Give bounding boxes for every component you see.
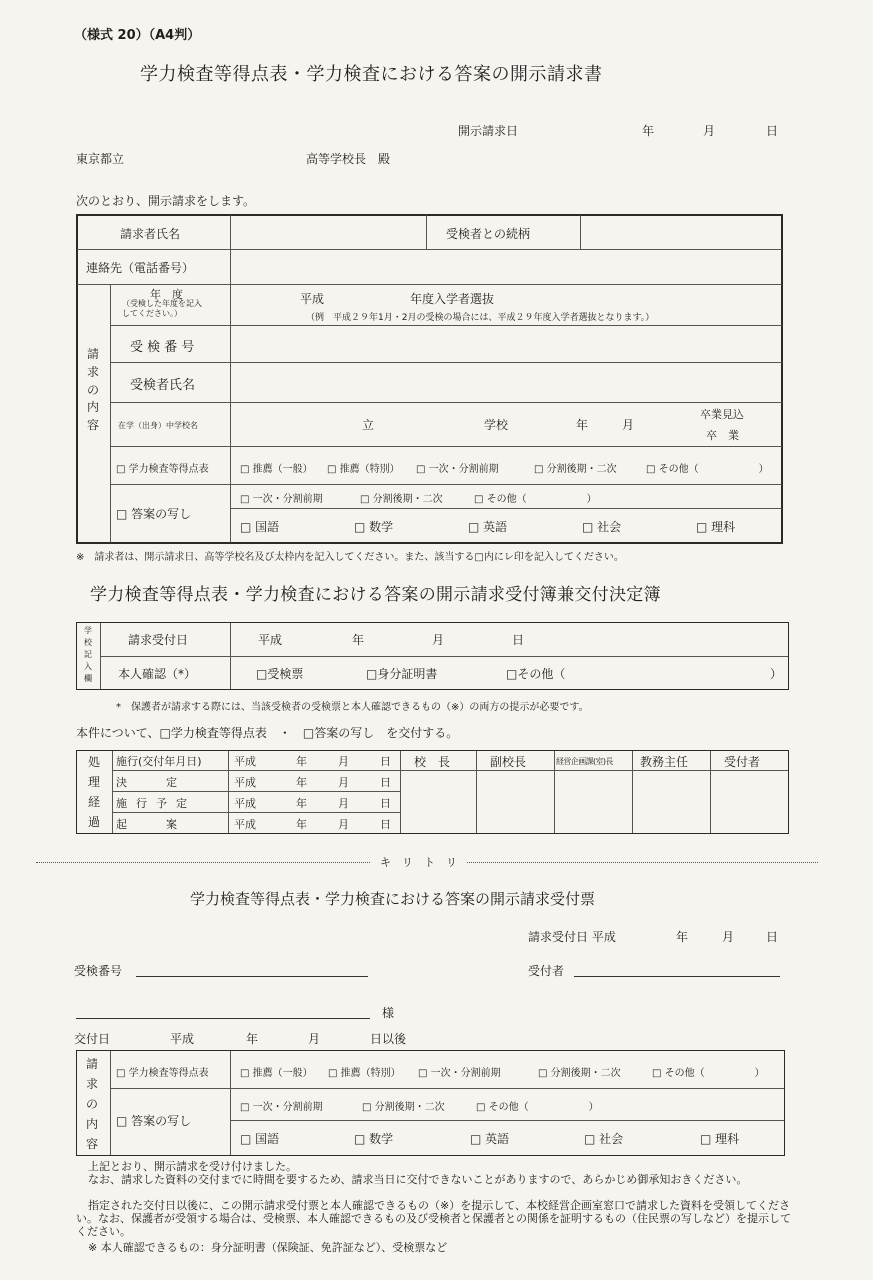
slip-delivery-year: 年 <box>246 1032 259 1046</box>
process-heisei-2: 平成 <box>234 776 256 789</box>
graduation-expected-text: 卒業見込 <box>700 408 744 421</box>
slip-score-recommend-general[interactable]: □ 推薦（一般） <box>240 1068 313 1079</box>
slip-delivery-label: 交付日 <box>74 1032 111 1046</box>
process-row-draft: 起 案 <box>116 818 176 831</box>
answer-option-second[interactable]: □ 分割後期・二次 <box>360 494 443 505</box>
cut-line-label: キ リ ト リ <box>370 854 467 870</box>
addressee-suffix: 高等学校長 殿 <box>306 152 391 166</box>
note-requester: ※ 請求者は、開示請求日、高等学校名及び太枠内を記入してください。また、該当する□内にレ印を記入してください。 <box>76 552 624 563</box>
slip-score-other[interactable]: □ その他（ ） <box>652 1068 765 1079</box>
slip-subject-science[interactable]: □ 理科 <box>700 1132 740 1146</box>
score-option-recommend-general[interactable]: □ 推薦（一般） <box>240 464 313 475</box>
request-date-year: 年 <box>642 124 655 138</box>
receipt-year: 年 <box>352 633 365 647</box>
receipt-heisei: 平成 <box>258 633 283 647</box>
slip-note-3: 指定された交付日以後に、この開示請求受付票と本人確認できるもの（※）を提示して、本校経営企画室窓口で請求した資料を受領してください。なお、保護者が受領する場合は、受検票、本人確認できるもの及び受検者と保護者との関係を証明するもの（住民票の写しなど）を提示してください。 <box>76 1199 791 1238</box>
process-month-2: 月 <box>338 776 349 789</box>
process-day-3: 日 <box>380 797 391 810</box>
exam-number-label: 受 検 番 号 <box>130 340 195 355</box>
process-day-1: 日 <box>380 755 391 768</box>
examinee-name-label: 受検者氏名 <box>130 378 196 393</box>
process-row-decision: 決 定 <box>116 776 176 789</box>
id-document-checkbox[interactable]: □身分証明書 <box>366 667 438 681</box>
request-date-month: 月 <box>703 124 716 138</box>
other-checkbox[interactable]: □その他（ <box>506 667 566 681</box>
score-option-second[interactable]: □ 分割後期・二次 <box>534 464 617 475</box>
slip-subject-social[interactable]: □ 社会 <box>584 1132 624 1146</box>
example-note: （例 平成２９年1月・2月の受検の場合には、平成２９年度入学者選抜となります。） <box>306 313 655 323</box>
identity-check-label: 本人確認（*） <box>118 667 197 681</box>
page-title: 学力検査等得点表・学力検査における答案の開示請求書 <box>140 64 603 85</box>
process-month-1: 月 <box>338 755 349 768</box>
process-month-4: 月 <box>338 818 349 831</box>
deliver-line: 本件について、□学力検査等得点表 ・ □答案の写し を交付する。 <box>76 726 459 740</box>
slip-subject-math[interactable]: □ 数学 <box>354 1132 394 1146</box>
school-entry-label: 学 校 記 入 欄 <box>84 626 92 683</box>
process-day-2: 日 <box>380 776 391 789</box>
slip-name-line[interactable] <box>76 1018 370 1019</box>
slip-delivery-after: 日以後 <box>370 1032 407 1046</box>
process-heisei-1: 平成 <box>234 755 256 768</box>
process-year-1: 年 <box>296 755 307 768</box>
processing-label: 処 理 経 過 <box>87 755 100 829</box>
process-year-4: 年 <box>296 818 307 831</box>
slip-note-4: ※ 本人確認できるもの：身分証明書（保険証、免許証など）、受検票など <box>88 1241 448 1254</box>
receipt-section-title: 学力検査等得点表・学力検査における答案の開示請求受付簿兼交付決定簿 <box>90 585 661 605</box>
slip-month: 月 <box>722 930 735 944</box>
answer-copy-checkbox[interactable]: □ 答案の写し <box>116 507 192 521</box>
slip-exam-number-line[interactable] <box>136 976 368 977</box>
answer-option-other[interactable]: □ その他（ ） <box>474 494 597 505</box>
slip-receiver-label: 受付者 <box>528 964 565 978</box>
score-option-other[interactable]: □ その他（ ） <box>646 464 769 475</box>
slip-title: 学力検査等得点表・学力検査における答案の開示請求受付票 <box>190 890 596 908</box>
nen-text: 年 <box>576 418 589 432</box>
graduated-text: 卒 業 <box>706 429 739 442</box>
slip-delivery-heisei: 平成 <box>170 1032 195 1046</box>
process-row-delivery: 施行(交付年月日) <box>116 755 202 768</box>
slip-note-1: 上記とおり、開示請求を受け付けました。 <box>88 1160 297 1173</box>
process-day-4: 日 <box>380 818 391 831</box>
process-year-3: 年 <box>296 797 307 810</box>
slip-score-sheet-checkbox[interactable]: □ 学力検査等得点表 <box>116 1068 209 1079</box>
subject-social[interactable]: □ 社会 <box>582 520 622 534</box>
subject-math[interactable]: □ 数学 <box>354 520 394 534</box>
slip-score-first[interactable]: □ 一次・分割前期 <box>418 1068 501 1079</box>
slip-content-label: 請 求 の 内 容 <box>85 1057 98 1151</box>
score-option-recommend-special[interactable]: □ 推薦（特別） <box>327 464 400 475</box>
ritsu-text: 立 <box>362 418 375 432</box>
request-date-label: 開示請求日 <box>458 124 519 138</box>
stamp-principal: 校 長 <box>414 755 451 769</box>
contact-label: 連絡先（電話番号） <box>86 261 195 275</box>
slip-day: 日 <box>766 930 779 944</box>
process-row-scheduled: 施 行 予 定 <box>116 797 186 810</box>
fiscal-year-label: 年 度 <box>150 288 183 301</box>
slip-exam-number-label: 受検番号 <box>74 964 123 978</box>
requester-name-label: 請求者氏名 <box>120 227 181 241</box>
process-year-2: 年 <box>296 776 307 789</box>
gatsu-text: 月 <box>622 418 635 432</box>
slip-receiver-line[interactable] <box>574 976 780 977</box>
heisei-text: 平成 <box>300 292 325 306</box>
slip-subject-english[interactable]: □ 英語 <box>470 1132 510 1146</box>
slip-score-recommend-special[interactable]: □ 推薦（特別） <box>328 1068 401 1079</box>
subject-japanese[interactable]: □ 国語 <box>240 520 280 534</box>
subject-science[interactable]: □ 理科 <box>696 520 736 534</box>
slip-year: 年 <box>676 930 689 944</box>
slip-answer-second[interactable]: □ 分割後期・二次 <box>362 1102 445 1113</box>
score-option-first[interactable]: □ 一次・分割前期 <box>416 464 499 475</box>
answer-option-first[interactable]: □ 一次・分割前期 <box>240 494 323 505</box>
score-sheet-checkbox[interactable]: □ 学力検査等得点表 <box>116 464 209 475</box>
addressee-prefix: 東京都立 <box>76 152 125 166</box>
process-month-3: 月 <box>338 797 349 810</box>
process-heisei-3: 平成 <box>234 797 256 810</box>
slip-subject-japanese[interactable]: □ 国語 <box>240 1132 280 1146</box>
process-heisei-4: 平成 <box>234 818 256 831</box>
slip-receipt-date: 請求受付日 平成 <box>528 930 616 944</box>
relationship-label: 受検者との続柄 <box>446 227 531 241</box>
fiscal-year-note: （受検した年度を記入 してください。） <box>122 299 202 318</box>
receipt-day: 日 <box>512 633 525 647</box>
exam-ticket-checkbox[interactable]: □受検票 <box>256 667 304 681</box>
slip-answer-other[interactable]: □ その他（ ） <box>476 1102 599 1113</box>
year-selection-text: 年度入学者選抜 <box>410 292 495 306</box>
guardian-note: * 保護者が請求する際には、当該受検者の受検票と本人確認できるもの（※）の両方の提示が必要です。 <box>116 702 589 713</box>
slip-answer-copy-checkbox[interactable]: □ 答案の写し <box>116 1114 192 1128</box>
stamp-admin-head: 経営企画課(室)長 <box>556 757 613 766</box>
other-close: ） <box>770 667 783 681</box>
slip-delivery-month: 月 <box>308 1032 321 1046</box>
stamp-receiver: 受付者 <box>724 755 761 769</box>
stamp-vice-principal: 副校長 <box>490 755 527 769</box>
receipt-month: 月 <box>432 633 445 647</box>
receipt-date-label: 請求受付日 <box>128 633 189 647</box>
slip-score-second[interactable]: □ 分割後期・二次 <box>538 1068 621 1079</box>
school-text: 学校 <box>484 418 509 432</box>
slip-sama: 様 <box>382 1006 395 1020</box>
school-label: 在学（出身）中学校名 <box>118 421 198 430</box>
stamp-academic-head: 教務主任 <box>640 755 689 769</box>
slip-note-2: なお、請求した資料の交付までに時間を要するため、請求当日に交付できないことがありますので、あらかじめ御承知おきください。 <box>88 1173 748 1186</box>
content-vertical-label: 請 求 の 内 容 <box>86 347 99 433</box>
request-date-day: 日 <box>766 124 779 138</box>
subject-english[interactable]: □ 英語 <box>468 520 508 534</box>
slip-answer-first[interactable]: □ 一次・分割前期 <box>240 1102 323 1113</box>
form-number: （様式 20）（A4判） <box>74 28 201 43</box>
intro-text: 次のとおり、開示請求をします。 <box>76 194 256 208</box>
